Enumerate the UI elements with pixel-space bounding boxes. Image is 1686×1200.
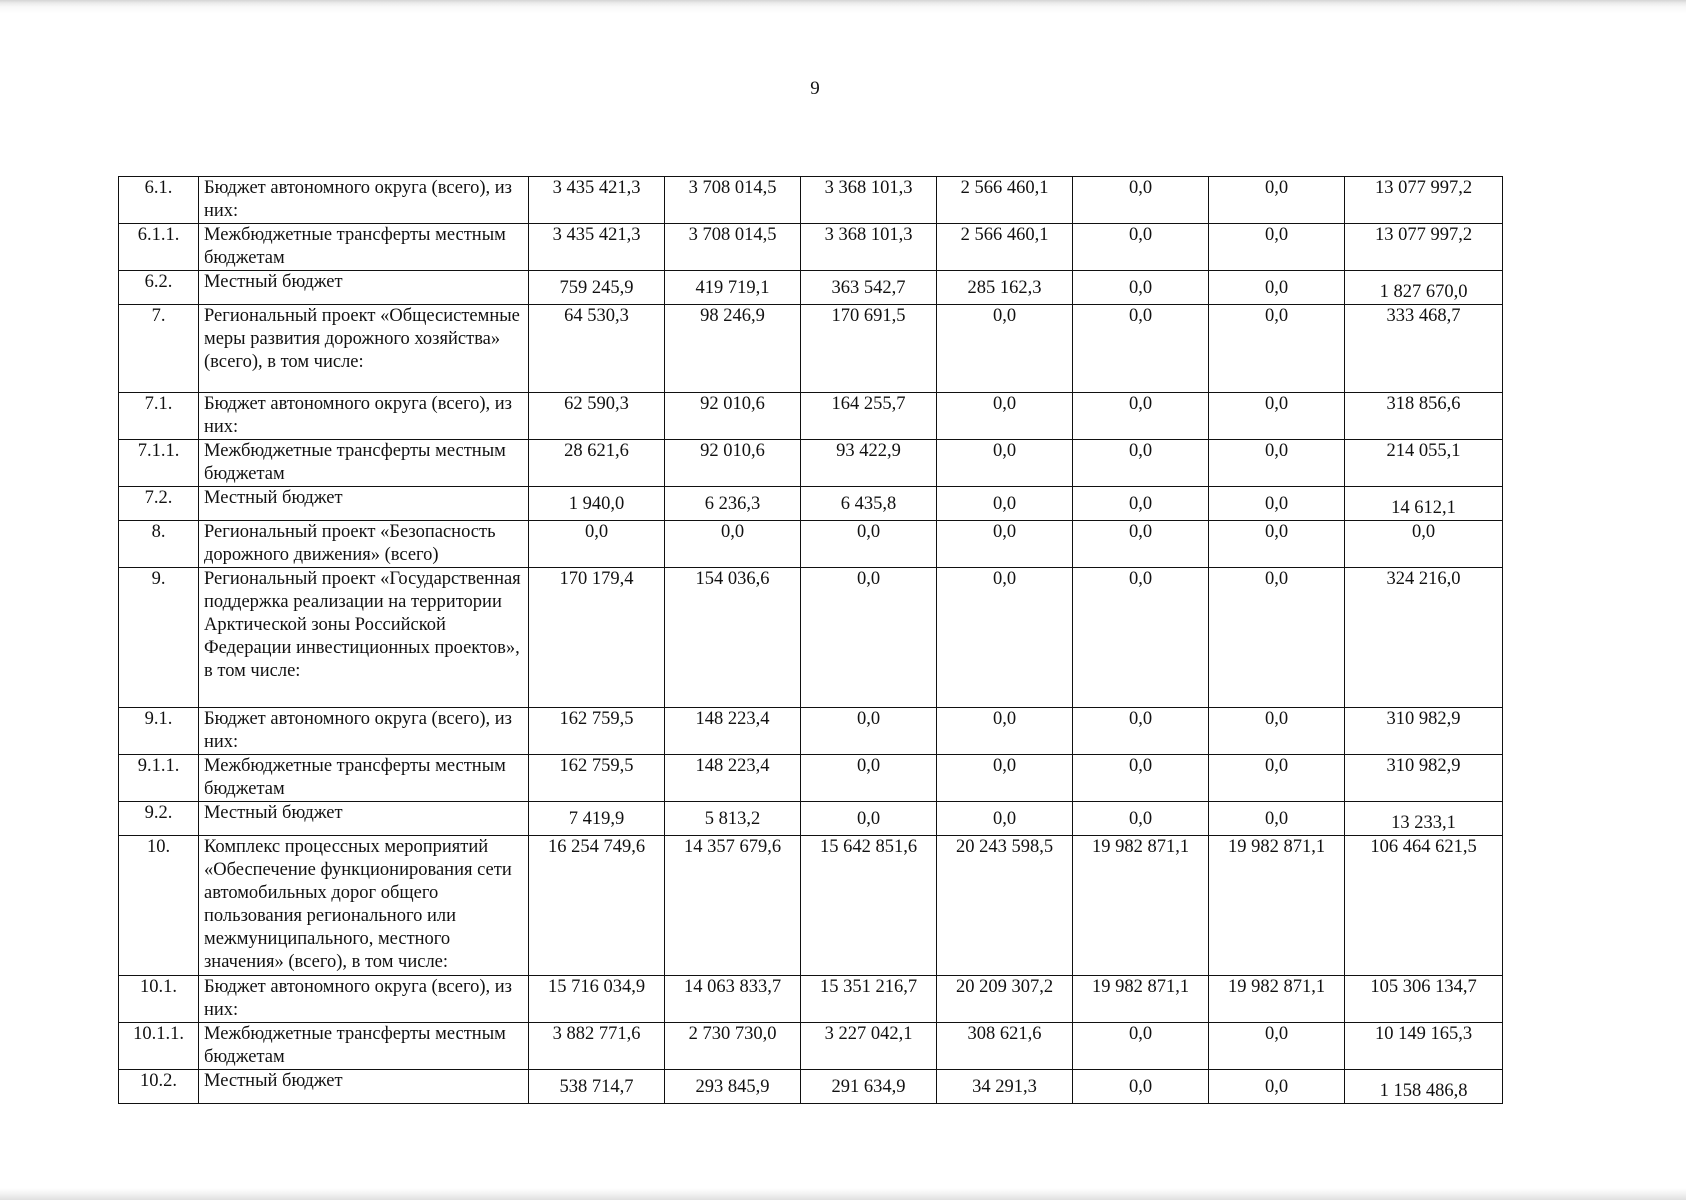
value-cell: 164 255,7 xyxy=(801,393,937,440)
row-name: Бюджет автономного округа (всего), из них: xyxy=(199,708,529,755)
table-row xyxy=(119,224,1503,271)
value-cell: 0,0 xyxy=(1073,393,1209,440)
row-number: 10. xyxy=(119,836,199,976)
value-cell: 98 246,9 xyxy=(665,305,801,393)
total-cell: 106 464 621,5 xyxy=(1345,836,1503,976)
table-row xyxy=(119,1070,1503,1104)
value-cell: 285 162,3 xyxy=(937,271,1073,305)
page-number: 9 xyxy=(810,78,820,99)
budget-table xyxy=(118,176,1503,1104)
value-cell: 170 179,4 xyxy=(529,568,665,708)
value-cell: 0,0 xyxy=(937,802,1073,836)
value-cell: 3 368 101,3 xyxy=(801,177,937,224)
total-cell: 0,0 xyxy=(1345,521,1503,568)
row-number: 7. xyxy=(119,305,199,393)
value-cell: 1 940,0 xyxy=(529,487,665,521)
value-cell: 0,0 xyxy=(1073,177,1209,224)
value-cell: 19 982 871,1 xyxy=(1209,836,1345,976)
value-cell: 14 357 679,6 xyxy=(665,836,801,976)
value-cell: 5 813,2 xyxy=(665,802,801,836)
value-cell: 7 419,9 xyxy=(529,802,665,836)
row-name: Региональный проект «Государственная поддержка реализации на территории Арктической зоны Российской Федерации инвестиционных проектов», в том числе: xyxy=(199,568,529,708)
value-cell: 3 227 042,1 xyxy=(801,1023,937,1070)
total-cell: 14 612,1 xyxy=(1345,487,1503,521)
value-cell: 14 063 833,7 xyxy=(665,976,801,1023)
scan-edge-top xyxy=(0,0,1686,14)
row-name: Местный бюджет xyxy=(199,1070,529,1104)
value-cell: 16 254 749,6 xyxy=(529,836,665,976)
value-cell: 538 714,7 xyxy=(529,1070,665,1104)
table-row xyxy=(119,487,1503,521)
table-body xyxy=(119,177,1503,1104)
value-cell: 148 223,4 xyxy=(665,755,801,802)
table-row xyxy=(119,393,1503,440)
value-cell: 0,0 xyxy=(1209,755,1345,802)
value-cell: 293 845,9 xyxy=(665,1070,801,1104)
value-cell: 3 368 101,3 xyxy=(801,224,937,271)
row-number: 10.1. xyxy=(119,976,199,1023)
total-cell: 1 827 670,0 xyxy=(1345,271,1503,305)
row-name: Местный бюджет xyxy=(199,487,529,521)
value-cell: 148 223,4 xyxy=(665,708,801,755)
value-cell: 0,0 xyxy=(1073,568,1209,708)
row-number: 7.1.1. xyxy=(119,440,199,487)
row-name: Комплекс процессных мероприятий «Обеспечение функционирования сети автомобильных дорог общего пользования регионального или межмуниципального, местного значения» (всего), в том числе: xyxy=(199,836,529,976)
row-number: 9.2. xyxy=(119,802,199,836)
value-cell: 15 642 851,6 xyxy=(801,836,937,976)
table-row xyxy=(119,177,1503,224)
value-cell: 0,0 xyxy=(1073,440,1209,487)
value-cell: 0,0 xyxy=(1209,1023,1345,1070)
value-cell: 3 882 771,6 xyxy=(529,1023,665,1070)
value-cell: 28 621,6 xyxy=(529,440,665,487)
value-cell: 0,0 xyxy=(801,708,937,755)
total-cell: 310 982,9 xyxy=(1345,755,1503,802)
total-cell: 105 306 134,7 xyxy=(1345,976,1503,1023)
total-cell: 318 856,6 xyxy=(1345,393,1503,440)
row-number: 7.1. xyxy=(119,393,199,440)
value-cell: 0,0 xyxy=(1209,305,1345,393)
row-name: Региональный проект «Безопасность дорожного движения» (всего) xyxy=(199,521,529,568)
total-cell: 1 158 486,8 xyxy=(1345,1070,1503,1104)
total-cell: 13 233,1 xyxy=(1345,802,1503,836)
table-row xyxy=(119,305,1503,393)
value-cell: 308 621,6 xyxy=(937,1023,1073,1070)
table-row xyxy=(119,271,1503,305)
value-cell: 6 236,3 xyxy=(665,487,801,521)
table-row xyxy=(119,568,1503,708)
total-cell: 13 077 997,2 xyxy=(1345,224,1503,271)
value-cell: 3 708 014,5 xyxy=(665,177,801,224)
scan-edge-bottom xyxy=(0,1188,1686,1200)
value-cell: 0,0 xyxy=(937,708,1073,755)
total-cell: 214 055,1 xyxy=(1345,440,1503,487)
total-cell: 10 149 165,3 xyxy=(1345,1023,1503,1070)
value-cell: 0,0 xyxy=(1209,802,1345,836)
value-cell: 162 759,5 xyxy=(529,708,665,755)
value-cell: 0,0 xyxy=(1209,487,1345,521)
row-number: 10.2. xyxy=(119,1070,199,1104)
value-cell: 15 351 216,7 xyxy=(801,976,937,1023)
row-name: Местный бюджет xyxy=(199,802,529,836)
value-cell: 0,0 xyxy=(1209,440,1345,487)
row-number: 10.1.1. xyxy=(119,1023,199,1070)
value-cell: 20 209 307,2 xyxy=(937,976,1073,1023)
value-cell: 0,0 xyxy=(801,521,937,568)
total-cell: 333 468,7 xyxy=(1345,305,1503,393)
row-number: 9.1. xyxy=(119,708,199,755)
total-cell: 310 982,9 xyxy=(1345,708,1503,755)
value-cell: 0,0 xyxy=(1209,1070,1345,1104)
value-cell: 0,0 xyxy=(1209,568,1345,708)
value-cell: 2 566 460,1 xyxy=(937,177,1073,224)
value-cell: 0,0 xyxy=(1073,487,1209,521)
value-cell: 2 730 730,0 xyxy=(665,1023,801,1070)
value-cell: 0,0 xyxy=(1073,802,1209,836)
table-row xyxy=(119,1023,1503,1070)
value-cell: 3 435 421,3 xyxy=(529,224,665,271)
row-number: 7.2. xyxy=(119,487,199,521)
value-cell: 0,0 xyxy=(1209,271,1345,305)
value-cell: 34 291,3 xyxy=(937,1070,1073,1104)
value-cell: 19 982 871,1 xyxy=(1073,836,1209,976)
value-cell: 15 716 034,9 xyxy=(529,976,665,1023)
row-name: Бюджет автономного округа (всего), из них: xyxy=(199,177,529,224)
value-cell: 0,0 xyxy=(801,802,937,836)
value-cell: 19 982 871,1 xyxy=(1073,976,1209,1023)
value-cell: 154 036,6 xyxy=(665,568,801,708)
table-row xyxy=(119,836,1503,976)
value-cell: 19 982 871,1 xyxy=(1209,976,1345,1023)
value-cell: 0,0 xyxy=(937,755,1073,802)
value-cell: 0,0 xyxy=(937,305,1073,393)
row-name: Межбюджетные трансферты местным бюджетам xyxy=(199,440,529,487)
value-cell: 0,0 xyxy=(1073,1070,1209,1104)
value-cell: 170 691,5 xyxy=(801,305,937,393)
value-cell: 0,0 xyxy=(1073,271,1209,305)
value-cell: 64 530,3 xyxy=(529,305,665,393)
row-name: Бюджет автономного округа (всего), из них: xyxy=(199,393,529,440)
row-name: Межбюджетные трансферты местным бюджетам xyxy=(199,1023,529,1070)
value-cell: 20 243 598,5 xyxy=(937,836,1073,976)
value-cell: 0,0 xyxy=(937,568,1073,708)
value-cell: 3 708 014,5 xyxy=(665,224,801,271)
table-row xyxy=(119,755,1503,802)
value-cell: 6 435,8 xyxy=(801,487,937,521)
table-row xyxy=(119,976,1503,1023)
value-cell: 0,0 xyxy=(1073,521,1209,568)
value-cell: 0,0 xyxy=(937,393,1073,440)
value-cell: 0,0 xyxy=(1209,177,1345,224)
value-cell: 0,0 xyxy=(801,755,937,802)
value-cell: 0,0 xyxy=(1073,305,1209,393)
table-row xyxy=(119,521,1503,568)
value-cell: 363 542,7 xyxy=(801,271,937,305)
value-cell: 0,0 xyxy=(1073,755,1209,802)
value-cell: 0,0 xyxy=(1209,224,1345,271)
value-cell: 92 010,6 xyxy=(665,393,801,440)
value-cell: 0,0 xyxy=(937,487,1073,521)
value-cell: 0,0 xyxy=(1073,708,1209,755)
total-cell: 13 077 997,2 xyxy=(1345,177,1503,224)
value-cell: 419 719,1 xyxy=(665,271,801,305)
value-cell: 0,0 xyxy=(1209,708,1345,755)
value-cell: 162 759,5 xyxy=(529,755,665,802)
table-row xyxy=(119,802,1503,836)
table-row xyxy=(119,440,1503,487)
value-cell: 93 422,9 xyxy=(801,440,937,487)
row-name: Межбюджетные трансферты местным бюджетам xyxy=(199,755,529,802)
row-name: Бюджет автономного округа (всего), из них: xyxy=(199,976,529,1023)
value-cell: 0,0 xyxy=(529,521,665,568)
value-cell: 0,0 xyxy=(1209,393,1345,440)
row-number: 8. xyxy=(119,521,199,568)
row-name: Региональный проект «Общесистемные меры развития дорожного хозяйства» (всего), в том числе: xyxy=(199,305,529,393)
row-number: 9. xyxy=(119,568,199,708)
value-cell: 0,0 xyxy=(937,521,1073,568)
value-cell: 291 634,9 xyxy=(801,1070,937,1104)
value-cell: 0,0 xyxy=(937,440,1073,487)
value-cell: 759 245,9 xyxy=(529,271,665,305)
value-cell: 3 435 421,3 xyxy=(529,177,665,224)
row-number: 6.1.1. xyxy=(119,224,199,271)
value-cell: 2 566 460,1 xyxy=(937,224,1073,271)
value-cell: 0,0 xyxy=(801,568,937,708)
value-cell: 0,0 xyxy=(1073,224,1209,271)
value-cell: 0,0 xyxy=(665,521,801,568)
value-cell: 0,0 xyxy=(1209,521,1345,568)
row-name: Межбюджетные трансферты местным бюджетам xyxy=(199,224,529,271)
value-cell: 92 010,6 xyxy=(665,440,801,487)
row-number: 6.1. xyxy=(119,177,199,224)
row-number: 6.2. xyxy=(119,271,199,305)
row-name: Местный бюджет xyxy=(199,271,529,305)
total-cell: 324 216,0 xyxy=(1345,568,1503,708)
row-number: 9.1.1. xyxy=(119,755,199,802)
value-cell: 0,0 xyxy=(1073,1023,1209,1070)
value-cell: 62 590,3 xyxy=(529,393,665,440)
table-row xyxy=(119,708,1503,755)
